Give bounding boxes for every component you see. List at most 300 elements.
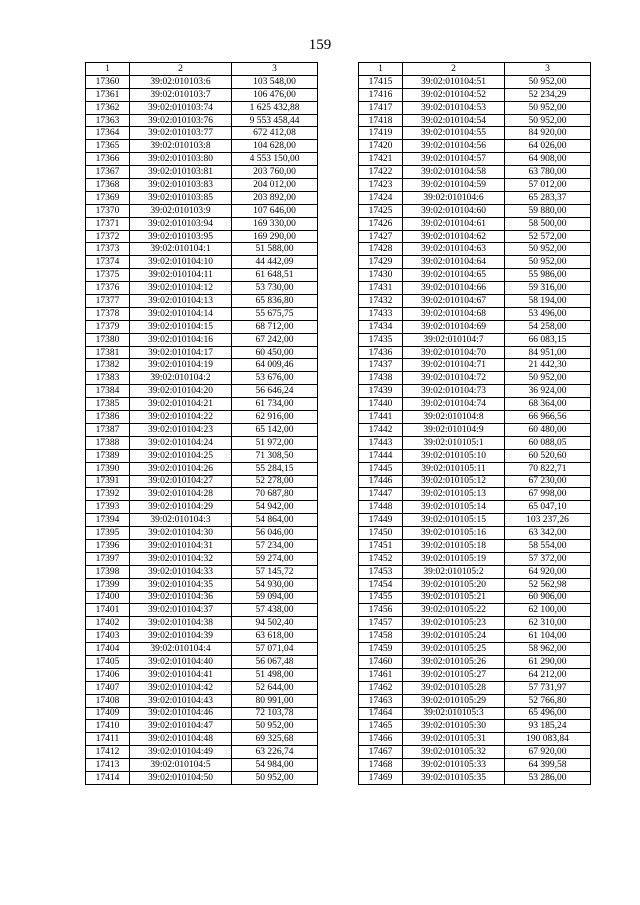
- table-row: [359, 527, 591, 540]
- value-cell: 57 145,72: [232, 565, 318, 578]
- table-row: [86, 75, 318, 88]
- page-number: 159: [308, 37, 332, 53]
- cadastral-number-cell: 39:02:010103:94: [130, 217, 232, 230]
- row-number-cell: 17422: [359, 166, 403, 179]
- cadastral-number-cell: 39:02:010105:21: [403, 591, 505, 604]
- table-row: [359, 101, 591, 114]
- row-number-cell: 17469: [359, 771, 403, 784]
- table-row: [359, 720, 591, 733]
- row-number-cell: 17454: [359, 578, 403, 591]
- value-cell: 52 766,80: [505, 694, 591, 707]
- cadastral-number-cell: 39:02:010104:68: [403, 307, 505, 320]
- row-number-cell: 17360: [86, 75, 130, 88]
- cadastral-number-cell: 39:02:010105:35: [403, 771, 505, 784]
- cadastral-number-cell: 39:02:010103:80: [130, 153, 232, 166]
- table-row: [86, 501, 318, 514]
- row-number-cell: 17364: [86, 127, 130, 140]
- cadastral-number-cell: 39:02:010104:2: [130, 372, 232, 385]
- row-number-cell: 17455: [359, 591, 403, 604]
- value-cell: 94 502,40: [232, 617, 318, 630]
- row-number-cell: 17432: [359, 295, 403, 308]
- table-row: [359, 733, 591, 746]
- row-number-cell: 17361: [86, 88, 130, 101]
- table-row: [86, 179, 318, 192]
- table-row: [86, 140, 318, 153]
- row-number-cell: 17385: [86, 398, 130, 411]
- row-number-cell: 17409: [86, 707, 130, 720]
- value-cell: 53 730,00: [232, 282, 318, 295]
- cadastral-number-cell: 39:02:010105:22: [403, 604, 505, 617]
- row-number-cell: 17419: [359, 127, 403, 140]
- row-number-cell: 17431: [359, 282, 403, 295]
- cadastral-number-cell: 39:02:010104:14: [130, 307, 232, 320]
- row-number-cell: 17436: [359, 346, 403, 359]
- value-cell: 58 500,00: [505, 217, 591, 230]
- row-number-cell: 17383: [86, 372, 130, 385]
- value-cell: 50 952,00: [505, 243, 591, 256]
- row-number-cell: 17373: [86, 243, 130, 256]
- row-number-cell: 17421: [359, 153, 403, 166]
- cadastral-number-cell: 39:02:010104:71: [403, 359, 505, 372]
- value-cell: 67 998,00: [505, 488, 591, 501]
- table-row: [86, 707, 318, 720]
- cadastral-number-cell: 39:02:010104:9: [403, 423, 505, 436]
- row-number-cell: 17366: [86, 153, 130, 166]
- value-cell: 53 286,00: [505, 771, 591, 784]
- cadastral-number-cell: 39:02:010104:46: [130, 707, 232, 720]
- row-number-cell: 17376: [86, 282, 130, 295]
- cadastral-number-cell: 39:02:010104:40: [130, 655, 232, 668]
- cadastral-number-cell: 39:02:010104:31: [130, 539, 232, 552]
- table-row: [359, 746, 591, 759]
- value-cell: 67 230,00: [505, 475, 591, 488]
- table-row: [359, 166, 591, 179]
- cadastral-number-cell: 39:02:010104:32: [130, 552, 232, 565]
- value-cell: 107 646,00: [232, 204, 318, 217]
- row-number-cell: 17426: [359, 217, 403, 230]
- cadastral-number-cell: 39:02:010104:63: [403, 243, 505, 256]
- cadastral-number-cell: 39:02:010104:49: [130, 746, 232, 759]
- table-row: [86, 127, 318, 140]
- value-cell: 9 553 458,44: [232, 114, 318, 127]
- row-number-cell: 17371: [86, 217, 130, 230]
- value-cell: 57 234,00: [232, 539, 318, 552]
- cadastral-number-cell: 39:02:010104:55: [403, 127, 505, 140]
- value-cell: 63 342,00: [505, 527, 591, 540]
- row-number-cell: 17396: [86, 539, 130, 552]
- table-row: [86, 630, 318, 643]
- cadastral-number-cell: 39:02:010105:11: [403, 462, 505, 475]
- cadastral-number-cell: 39:02:010103:85: [130, 191, 232, 204]
- cadastral-number-cell: 39:02:010104:17: [130, 346, 232, 359]
- value-cell: 36 924,00: [505, 385, 591, 398]
- value-cell: 66 083,15: [505, 333, 591, 346]
- table-row: [86, 114, 318, 127]
- table-row: [359, 230, 591, 243]
- table-row: [359, 552, 591, 565]
- table-row: [359, 88, 591, 101]
- row-number-cell: 17412: [86, 746, 130, 759]
- row-number-cell: 17407: [86, 681, 130, 694]
- table-row: [359, 398, 591, 411]
- cadastral-number-cell: 39:02:010105:25: [403, 643, 505, 656]
- table-row: [86, 617, 318, 630]
- cadastral-number-cell: 39:02:010104:39: [130, 630, 232, 643]
- table-row: [86, 578, 318, 591]
- row-number-cell: 17451: [359, 539, 403, 552]
- table-row: [86, 411, 318, 424]
- table-row: [86, 204, 318, 217]
- cadastral-number-cell: 39:02:010104:51: [403, 75, 505, 88]
- row-number-cell: 17461: [359, 668, 403, 681]
- table-row: [359, 256, 591, 269]
- row-number-cell: 17440: [359, 398, 403, 411]
- value-cell: 56 067,48: [232, 655, 318, 668]
- table-row: [86, 655, 318, 668]
- value-cell: 70 687,80: [232, 488, 318, 501]
- row-number-cell: 17447: [359, 488, 403, 501]
- table-row: [359, 578, 591, 591]
- row-number-cell: 17438: [359, 372, 403, 385]
- value-cell: 61 104,00: [505, 630, 591, 643]
- value-cell: 70 822,71: [505, 462, 591, 475]
- table-row: [86, 243, 318, 256]
- table-row: [359, 204, 591, 217]
- table-row: [359, 488, 591, 501]
- table-row: [359, 565, 591, 578]
- table-row: [359, 759, 591, 772]
- row-number-cell: 17405: [86, 655, 130, 668]
- value-cell: 80 991,00: [232, 694, 318, 707]
- value-cell: 71 308,50: [232, 449, 318, 462]
- row-number-cell: 17460: [359, 655, 403, 668]
- value-cell: 63 780,00: [505, 166, 591, 179]
- table-row: [86, 488, 318, 501]
- column-header-3: 3: [505, 63, 591, 76]
- header-row: [359, 63, 591, 76]
- cadastral-number-cell: 39:02:010103:83: [130, 179, 232, 192]
- row-number-cell: 17398: [86, 565, 130, 578]
- table-row: [86, 681, 318, 694]
- row-number-cell: 17399: [86, 578, 130, 591]
- column-header-2: 2: [130, 63, 232, 76]
- row-number-cell: 17450: [359, 527, 403, 540]
- value-cell: 54 258,00: [505, 320, 591, 333]
- cadastral-number-cell: 39:02:010103:95: [130, 230, 232, 243]
- table-row: [86, 759, 318, 772]
- value-cell: 64 908,00: [505, 153, 591, 166]
- cadastral-number-cell: 39:02:010105:14: [403, 501, 505, 514]
- value-cell: 57 372,00: [505, 552, 591, 565]
- table-row: [86, 475, 318, 488]
- row-number-cell: 17384: [86, 385, 130, 398]
- row-number-cell: 17464: [359, 707, 403, 720]
- row-number-cell: 17453: [359, 565, 403, 578]
- row-number-cell: 17402: [86, 617, 130, 630]
- value-cell: 60 088,05: [505, 436, 591, 449]
- cadastral-number-cell: 39:02:010104:21: [130, 398, 232, 411]
- row-number-cell: 17434: [359, 320, 403, 333]
- row-number-cell: 17397: [86, 552, 130, 565]
- row-number-cell: 17466: [359, 733, 403, 746]
- value-cell: 57 071,04: [232, 643, 318, 656]
- row-number-cell: 17437: [359, 359, 403, 372]
- value-cell: 62 310,00: [505, 617, 591, 630]
- table-row: [86, 307, 318, 320]
- table-row: [86, 423, 318, 436]
- cadastral-number-cell: 39:02:010104:20: [130, 385, 232, 398]
- cadastral-number-cell: 39:02:010104:38: [130, 617, 232, 630]
- table-row: [86, 565, 318, 578]
- table-row: [86, 694, 318, 707]
- table-row: [359, 694, 591, 707]
- table-row: [86, 604, 318, 617]
- row-number-cell: 17380: [86, 333, 130, 346]
- value-cell: 64 920,00: [505, 565, 591, 578]
- cadastral-number-cell: 39:02:010105:27: [403, 668, 505, 681]
- row-number-cell: 17425: [359, 204, 403, 217]
- cadastral-number-cell: 39:02:010103:9: [130, 204, 232, 217]
- value-cell: 169 330,00: [232, 217, 318, 230]
- table-row: [359, 617, 591, 630]
- table-row: [359, 462, 591, 475]
- value-cell: 93 185,24: [505, 720, 591, 733]
- value-cell: 50 952,00: [505, 101, 591, 114]
- cadastral-number-cell: 39:02:010103:6: [130, 75, 232, 88]
- table-row: [86, 101, 318, 114]
- value-cell: 67 920,00: [505, 746, 591, 759]
- row-number-cell: 17365: [86, 140, 130, 153]
- table-row: [359, 179, 591, 192]
- cadastral-number-cell: 39:02:010105:16: [403, 527, 505, 540]
- value-cell: 55 986,00: [505, 269, 591, 282]
- table-row: [359, 320, 591, 333]
- table-row: [86, 166, 318, 179]
- table-row: [86, 295, 318, 308]
- value-cell: 61 734,00: [232, 398, 318, 411]
- value-cell: 65 496,00: [505, 707, 591, 720]
- table-row: [86, 746, 318, 759]
- value-cell: 104 628,00: [232, 140, 318, 153]
- row-number-cell: 17404: [86, 643, 130, 656]
- row-number-cell: 17363: [86, 114, 130, 127]
- row-number-cell: 17414: [86, 771, 130, 784]
- cadastral-number-cell: 39:02:010104:36: [130, 591, 232, 604]
- value-cell: 169 290,00: [232, 230, 318, 243]
- value-cell: 204 012,00: [232, 179, 318, 192]
- cadastral-number-cell: 39:02:010104:62: [403, 230, 505, 243]
- value-cell: 65 142,00: [232, 423, 318, 436]
- table-row: [86, 643, 318, 656]
- row-number-cell: 17444: [359, 449, 403, 462]
- row-number-cell: 17394: [86, 514, 130, 527]
- table-row: [86, 514, 318, 527]
- cadastral-number-cell: 39:02:010104:15: [130, 320, 232, 333]
- cadastral-number-cell: 39:02:010105:20: [403, 578, 505, 591]
- table-row: [359, 436, 591, 449]
- value-cell: 50 952,00: [232, 771, 318, 784]
- table-row: [86, 398, 318, 411]
- row-number-cell: 17403: [86, 630, 130, 643]
- row-number-cell: 17395: [86, 527, 130, 540]
- cadastral-number-cell: 39:02:010105:31: [403, 733, 505, 746]
- cadastral-number-cell: 39:02:010105:19: [403, 552, 505, 565]
- cadastral-number-cell: 39:02:010104:8: [403, 411, 505, 424]
- value-cell: 84 920,00: [505, 127, 591, 140]
- cadastral-number-cell: 39:02:010105:12: [403, 475, 505, 488]
- table-row: [86, 230, 318, 243]
- value-cell: 50 952,00: [505, 256, 591, 269]
- row-number-cell: 17439: [359, 385, 403, 398]
- value-cell: 58 194,00: [505, 295, 591, 308]
- cadastral-number-cell: 39:02:010103:81: [130, 166, 232, 179]
- value-cell: 21 442,30: [505, 359, 591, 372]
- table-row: [359, 75, 591, 88]
- table-row: [359, 591, 591, 604]
- row-number-cell: 17465: [359, 720, 403, 733]
- value-cell: 84 951,00: [505, 346, 591, 359]
- table-row: [359, 346, 591, 359]
- row-number-cell: 17429: [359, 256, 403, 269]
- row-number-cell: 17462: [359, 681, 403, 694]
- table-row: [86, 372, 318, 385]
- column-header-3: 3: [232, 63, 318, 76]
- row-number-cell: 17372: [86, 230, 130, 243]
- cadastral-number-cell: 39:02:010104:24: [130, 436, 232, 449]
- cadastral-number-cell: 39:02:010104:56: [403, 140, 505, 153]
- cadastral-number-cell: 39:02:010104:41: [130, 668, 232, 681]
- value-cell: 59 316,00: [505, 282, 591, 295]
- value-cell: 58 554,00: [505, 539, 591, 552]
- table-row: [359, 127, 591, 140]
- value-cell: 63 618,00: [232, 630, 318, 643]
- cadastral-number-cell: 39:02:010104:54: [403, 114, 505, 127]
- value-cell: 55 284,15: [232, 462, 318, 475]
- row-number-cell: 17468: [359, 759, 403, 772]
- cadastral-number-cell: 39:02:010104:37: [130, 604, 232, 617]
- cadastral-number-cell: 39:02:010103:7: [130, 88, 232, 101]
- table-row: [359, 295, 591, 308]
- table-row: [359, 449, 591, 462]
- row-number-cell: 17410: [86, 720, 130, 733]
- row-number-cell: 17424: [359, 191, 403, 204]
- cadastral-number-cell: 39:02:010105:24: [403, 630, 505, 643]
- cadastral-number-cell: 39:02:010104:72: [403, 372, 505, 385]
- value-cell: 64 026,00: [505, 140, 591, 153]
- column-header-1: 1: [359, 63, 403, 76]
- row-number-cell: 17382: [86, 359, 130, 372]
- value-cell: 50 952,00: [505, 372, 591, 385]
- table-row: [86, 449, 318, 462]
- value-cell: 50 952,00: [505, 75, 591, 88]
- value-cell: 54 930,00: [232, 578, 318, 591]
- cadastral-number-cell: 39:02:010104:27: [130, 475, 232, 488]
- value-cell: 61 648,51: [232, 269, 318, 282]
- row-number-cell: 17393: [86, 501, 130, 514]
- cadastral-number-cell: 39:02:010105:1: [403, 436, 505, 449]
- row-number-cell: 17448: [359, 501, 403, 514]
- row-number-cell: 17428: [359, 243, 403, 256]
- table-row: [359, 655, 591, 668]
- cadastral-number-cell: 39:02:010104:5: [130, 759, 232, 772]
- value-cell: 53 496,00: [505, 307, 591, 320]
- value-cell: 62 916,00: [232, 411, 318, 424]
- value-cell: 59 880,00: [505, 204, 591, 217]
- value-cell: 63 226,74: [232, 746, 318, 759]
- header-row: [86, 63, 318, 76]
- cadastral-number-cell: 39:02:010104:22: [130, 411, 232, 424]
- column-header-1: 1: [86, 63, 130, 76]
- cadastral-number-cell: 39:02:010104:29: [130, 501, 232, 514]
- cadastral-number-cell: 39:02:010104:11: [130, 269, 232, 282]
- table-row: [86, 333, 318, 346]
- table-row: [86, 436, 318, 449]
- registry-table-right: [358, 62, 591, 785]
- row-number-cell: 17442: [359, 423, 403, 436]
- cadastral-number-cell: 39:02:010104:61: [403, 217, 505, 230]
- value-cell: 52 562,98: [505, 578, 591, 591]
- value-cell: 59 094,00: [232, 591, 318, 604]
- cadastral-number-cell: 39:02:010104:28: [130, 488, 232, 501]
- cadastral-number-cell: 39:02:010105:3: [403, 707, 505, 720]
- row-number-cell: 17381: [86, 346, 130, 359]
- row-number-cell: 17375: [86, 269, 130, 282]
- table-row: [359, 411, 591, 424]
- cadastral-number-cell: 39:02:010104:60: [403, 204, 505, 217]
- cadastral-number-cell: 39:02:010104:67: [403, 295, 505, 308]
- row-number-cell: 17449: [359, 514, 403, 527]
- cadastral-number-cell: 39:02:010104:7: [403, 333, 505, 346]
- value-cell: 203 892,00: [232, 191, 318, 204]
- cadastral-number-cell: 39:02:010104:30: [130, 527, 232, 540]
- cadastral-number-cell: 39:02:010104:10: [130, 256, 232, 269]
- cadastral-number-cell: 39:02:010104:25: [130, 449, 232, 462]
- table-row: [86, 191, 318, 204]
- column-header-2: 2: [403, 63, 505, 76]
- value-cell: 56 046,00: [232, 527, 318, 540]
- row-number-cell: 17374: [86, 256, 130, 269]
- value-cell: 59 274,00: [232, 552, 318, 565]
- value-cell: 1 625 432,88: [232, 101, 318, 114]
- table-row: [359, 269, 591, 282]
- cadastral-number-cell: 39:02:010104:3: [130, 514, 232, 527]
- value-cell: 672 412,08: [232, 127, 318, 140]
- table-row: [359, 668, 591, 681]
- cadastral-number-cell: 39:02:010104:33: [130, 565, 232, 578]
- table-row: [86, 771, 318, 784]
- cadastral-number-cell: 39:02:010104:19: [130, 359, 232, 372]
- cadastral-number-cell: 39:02:010104:47: [130, 720, 232, 733]
- cadastral-number-cell: 39:02:010104:53: [403, 101, 505, 114]
- table-row: [359, 630, 591, 643]
- table-row: [359, 153, 591, 166]
- row-number-cell: 17413: [86, 759, 130, 772]
- row-number-cell: 17387: [86, 423, 130, 436]
- cadastral-number-cell: 39:02:010105:32: [403, 746, 505, 759]
- value-cell: 57 438,00: [232, 604, 318, 617]
- value-cell: 51 588,00: [232, 243, 318, 256]
- row-number-cell: 17433: [359, 307, 403, 320]
- row-number-cell: 17415: [359, 75, 403, 88]
- cadastral-number-cell: 39:02:010104:64: [403, 256, 505, 269]
- table-row: [359, 243, 591, 256]
- cadastral-number-cell: 39:02:010105:23: [403, 617, 505, 630]
- table-row: [86, 668, 318, 681]
- cadastral-number-cell: 39:02:010104:66: [403, 282, 505, 295]
- row-number-cell: 17388: [86, 436, 130, 449]
- row-number-cell: 17391: [86, 475, 130, 488]
- table-row: [359, 282, 591, 295]
